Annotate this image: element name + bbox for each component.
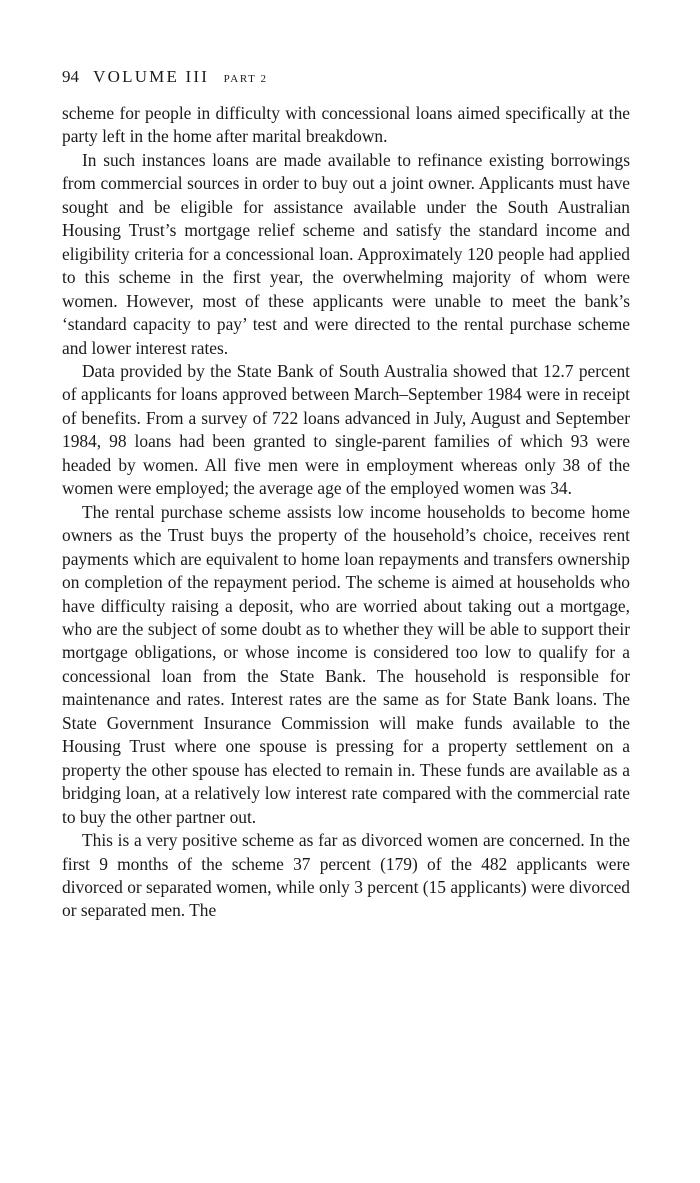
running-head [62,66,630,90]
volume-label: VOLUME III [93,67,210,86]
book-page [62,66,630,923]
part-label: PART 2 [223,73,268,85]
page-number: 94 [62,67,79,86]
paragraph-refinance-loans: In such instances loans are made available to refinance existing borrowings from commercial sources in order to buy out a joint owner. Applicants must have sought and be eligible for assistance available under the South Australian Housing Trust’s mortgage relief scheme and satisfy the standard income and eligibility criteria for a concessional loan. Approximately 120 people had applied to this scheme in the first year, the overwhelming majority of whom were women. However, most of these applicants were unable to meet the bank’s ‘standard capacity to pay’ test and were directed to the rental purchase scheme and lower interest rates. [62,149,630,358]
paragraph-state-bank-data: Data provided by the State Bank of South Australia showed that 12.7 percent of applicants for loans approved between March–September 1984 were in receipt of benefits. From a survey of 722 loans advanced in July, August and September 1984, 98 loans had been granted to single-parent families of which 93 were headed by women. All five men were in employment whereas only 38 of the women were employed; the average age of the employed women was 34. [62,360,630,499]
paragraph-positive-scheme: This is a very positive scheme as far as divorced women are concerned. In the first 9 months of the scheme 37 percent (179) of the 482 applicants were divorced or separated women, while only 3 percent (15 applicants) were divorced or separated men. The [62,830,630,921]
paragraph-continuation: scheme for people in difficulty with concessional loans aimed specifically at the party left in the home after marital breakdown. [62,103,630,147]
paragraph-rental-purchase-scheme: The rental purchase scheme assists low income households to become home owners as the Trust buys the property of the household’s choice, receives rent payments which are equivalent to home loan repayments and transfers ownership on completion of the repayment period. The scheme is aimed at households who have difficulty raising a deposit, who are worried about taking out a mortgage, who are the subject of some doubt as to whether they will be able to support their mortgage obligations, or whose income is considered too low to qualify for a concessional loan from the State Bank. The household is responsible for maintenance and rates. Interest rates are the same as for State Bank loans. The State Government Insurance Commission will make funds available to the Housing Trust where one spouse is pressing for a property settlement on a property the other spouse has elected to remain in. These funds are available as a bridging loan, at a relatively low interest rate compared with the commercial rate to buy the other partner out. [62,501,630,827]
